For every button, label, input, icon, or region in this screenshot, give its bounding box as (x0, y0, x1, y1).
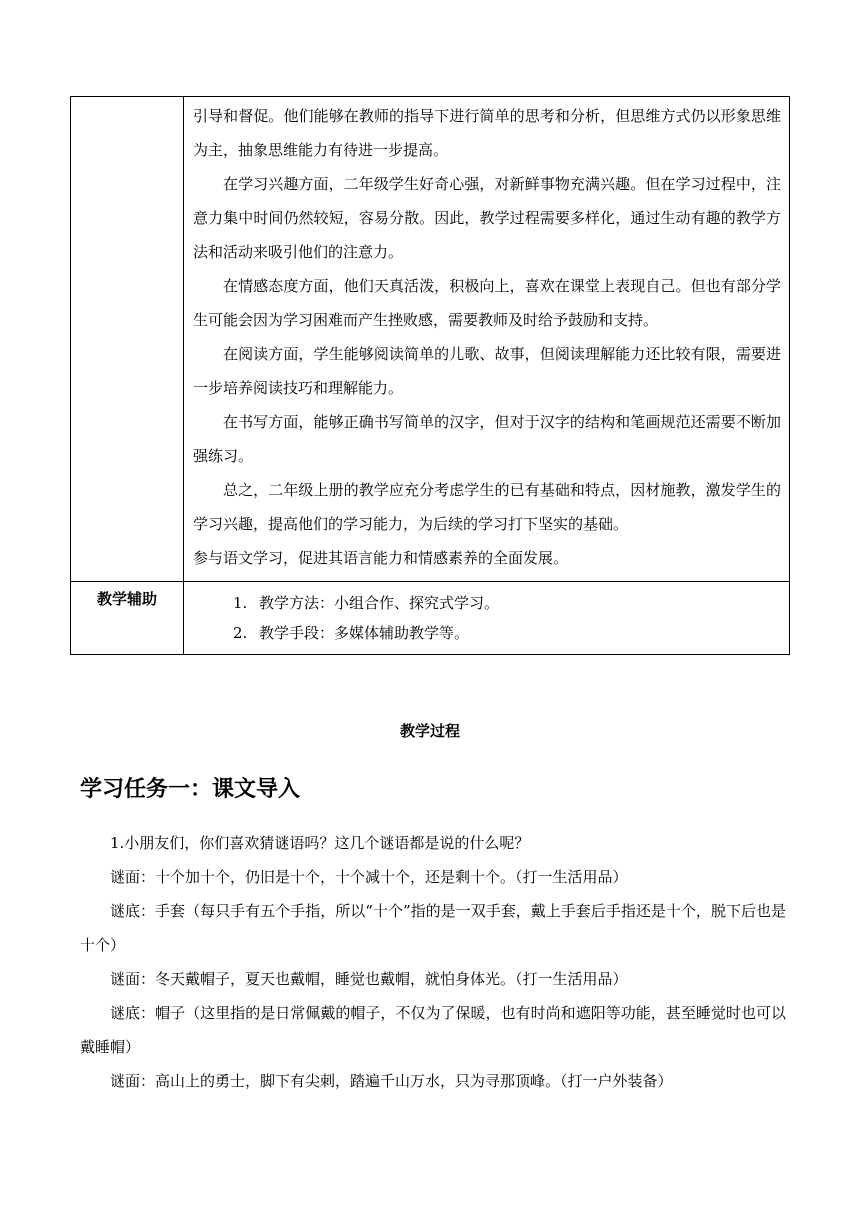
teaching-aux-row (71, 582, 790, 655)
teaching-aux-content (184, 582, 790, 655)
list-number: 2. (233, 624, 248, 642)
student-analysis-row (71, 97, 790, 582)
analysis-paragraph: 在阅读方面，学生能够阅读简单的儿歌、故事，但阅读理解能力还比较有限，需要进一步培养阅读技巧和理解能力。 (193, 345, 781, 397)
task-body (80, 826, 786, 1098)
lesson-plan-table (70, 96, 790, 655)
analysis-paragraph: 在情感态度方面，他们天真活泼，积极向上，喜欢在课堂上表现自己。但也有部分学生可能会因为学习困难而产生挫败感，需要教师及时给予鼓励和支持。 (193, 277, 781, 329)
task-line: 1.小朋友们，你们喜欢猜谜语吗？这几个谜语都是说的什么呢？ (110, 834, 530, 852)
list-text: 教学手段：多媒体辅助教学等。 (259, 624, 470, 642)
analysis-paragraph: 在书写方面，能够正确书写简单的汉字，但对于汉字的结构和笔画规范还需要不断加强练习。 (193, 413, 781, 465)
riddle-line: 谜面：冬天戴帽子，夏天也戴帽，睡觉也戴帽，就怕身体光。（打一生活用品） (110, 970, 628, 988)
list-number: 1. (233, 594, 248, 612)
task-heading: 学习任务一：课文导入 (80, 777, 301, 802)
analysis-paragraph: 总之，二年级上册的教学应充分考虑学生的已有基础和特点，因材施教，激发学生的学习兴趣，提高他们的学习能力，为后续的学习打下坚实的基础。 (193, 481, 781, 533)
analysis-paragraph: 引导和督促。他们能够在教师的指导下进行简单的思考和分析，但思维方式仍以形象思维为主，抽象思维能力有待进一步提高。 (193, 107, 781, 159)
analysis-paragraph: 参与语文学习，促进其语言能力和情感素养的全面发展。 (193, 549, 569, 567)
teaching-process-title: 教学过程 (399, 722, 460, 740)
riddle-line: 谜面：十个加十个，仍旧是十个，十个减十个，还是剩十个。（打一生活用品） (110, 868, 628, 886)
riddle-answer-line: 谜底：手套（每只手有五个手指，所以“十个”指的是一双手套，戴上手套后手指还是十个，脱下后也是十个） (80, 902, 786, 954)
list-item (233, 618, 781, 648)
list-item (233, 588, 781, 618)
student-analysis-content (184, 97, 790, 582)
riddle-line: 谜面：高山上的勇士，脚下有尖刺，踏遍千山万水，只为寻那顶峰。（打一户外装备） (110, 1072, 673, 1090)
list-text: 教学方法：小组合作、探究式学习。 (259, 594, 500, 612)
student-analysis-label-cell (71, 97, 184, 582)
analysis-paragraph: 在学习兴趣方面，二年级学生好奇心强，对新鲜事物充满兴趣。但在学习过程中，注意力集中时间仍然较短，容易分散。因此，教学过程需要多样化，通过生动有趣的教学方法和活动来吸引他们的注意力。 (193, 175, 781, 261)
teaching-aux-label: 教学辅助 (71, 582, 184, 655)
teaching-aux-list (193, 584, 781, 648)
riddle-answer-line: 谜底：帽子（这里指的是日常佩戴的帽子，不仅为了保暖，也有时尚和遮阳等功能，甚至睡觉时也可以戴睡帽） (80, 1004, 786, 1056)
